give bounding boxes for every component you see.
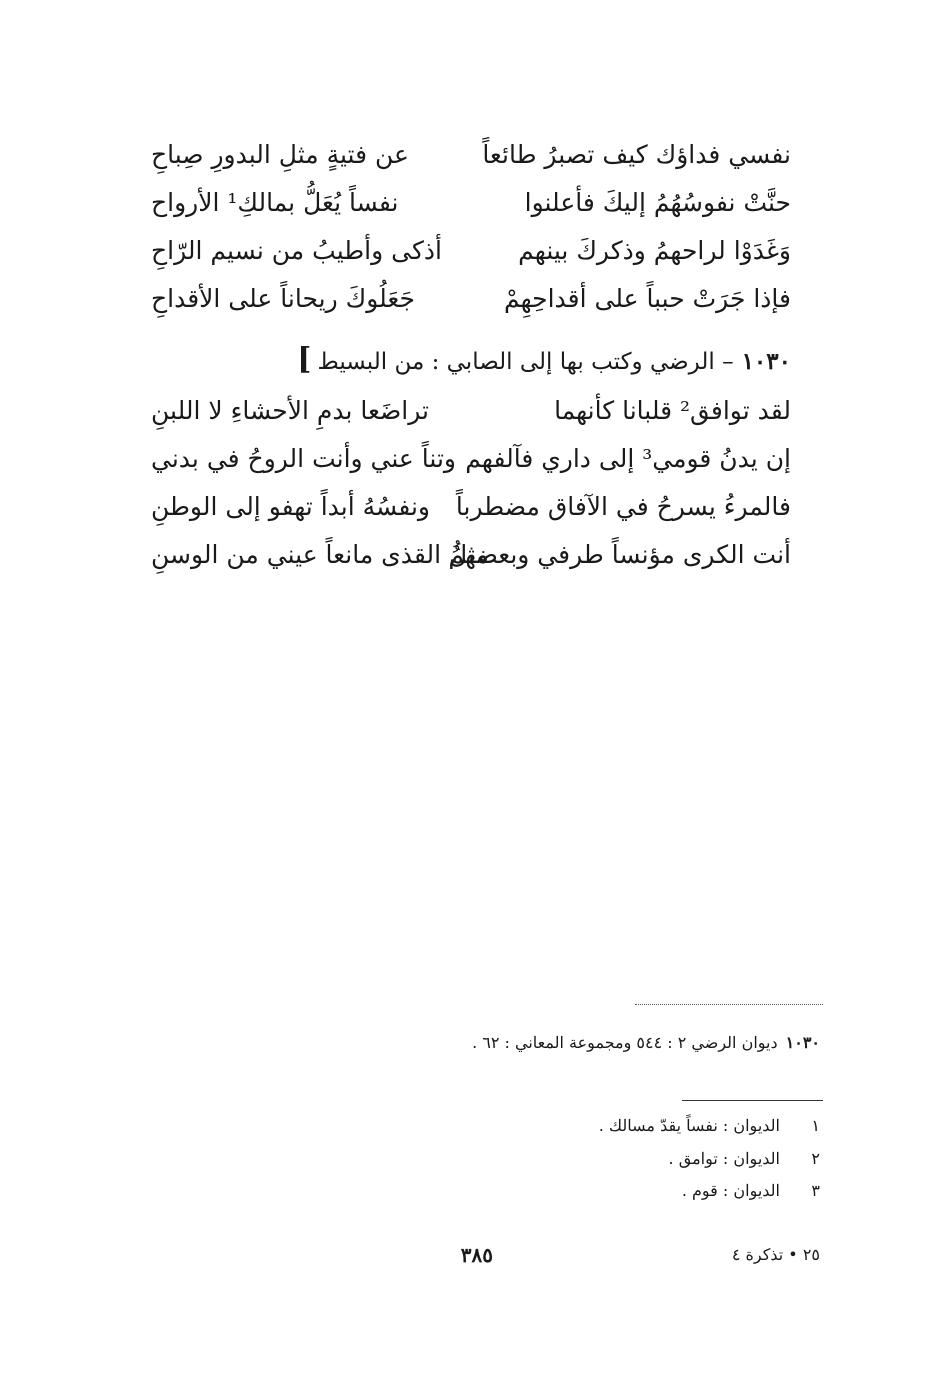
verse-line [151,388,791,434]
footnote-number: ١ [811,1116,820,1135]
source-entry-number: ١٠٣٠ [785,1033,820,1052]
signature-mark: ٢٥ • تذكرة ٤ [731,1245,820,1264]
first-hemistich: حنَّتْ نفوسُهُمُ إليكَ فأعلنوا [524,188,791,217]
second-hemistich: وتناً عني وأنت الروحُ في بدني [151,444,456,473]
second-hemistich: تراضَعا بدمِ الأحشاءِ لا اللبنِ [151,396,429,425]
second-hemistich: أذكى وأطيبُ من نسيم الرّاحِ [151,236,442,265]
footnote-number: ٢ [811,1149,820,1168]
entry-number: ١٠٣٠ [741,348,791,375]
first-hemistich: وَغَدَوْا لراحهمُ وذكركَ بينهم [518,236,791,265]
verse-line [151,228,791,274]
first-hemistich: فالمرءُ يسرحُ في الآفاق مضطرباً [455,492,791,521]
verse-line [151,484,791,530]
source-text: ديوان الرضي ٢ : ٥٤٤ ومجموعة المعاني : ٦٢ . [472,1033,778,1052]
closing-bracket: ] [297,342,312,377]
first-hemistich: نفسي فداؤك كيف تصبرُ طائعاً [482,140,791,169]
footnote-rule [682,1100,823,1101]
verse-line [151,436,791,482]
footnote [682,1178,820,1204]
second-hemistich: ونفسُهُ أبداً تهفو إلى الوطنِ [151,492,430,521]
second-hemistich: عن فتيةٍ مثلِ البدورِ صِباحِ [151,140,409,169]
second-hemistich: نفساً يُعَلُّ بمالكِ¹ الأرواح [151,188,399,217]
footnote-text: الديوان : نفساً يقدّ مسالك . [598,1116,780,1135]
first-hemistich: لقد توافق² قلبانا كأنهما [554,396,791,425]
first-hemistich: فإذا جَرَتْ حبباً على أقداحِهِمْ [504,284,791,313]
verse-line [151,532,791,578]
page-number: ٣٨٥ [460,1243,493,1267]
first-hemistich: أنت الكرى مؤنساً طرفي وبعضهمُ [448,540,791,569]
verse-line [151,132,791,178]
footnote [599,1113,820,1139]
second-hemistich: جَعَلُوكَ ريحاناً على الأقداحِ [151,284,415,313]
dotted-separator [635,1004,823,1005]
footnote-number: ٣ [811,1181,820,1200]
second-hemistich: مثلُ القذى مانعاً عيني من الوسنِ [151,540,489,569]
source-note [472,1030,820,1056]
footnote-text: الديوان : قوم . [681,1181,780,1200]
entry-title: – الرضي وكتب بها إلى الصابي : من البسيط [317,349,734,375]
verse-line [151,276,791,322]
footnote-text: الديوان : توامق . [668,1149,780,1168]
footnote [669,1146,820,1172]
first-hemistich: إن يدنُ قومي³ إلى داري فآلفهم [465,444,791,473]
verse-line [151,180,791,226]
section-heading [151,340,791,380]
